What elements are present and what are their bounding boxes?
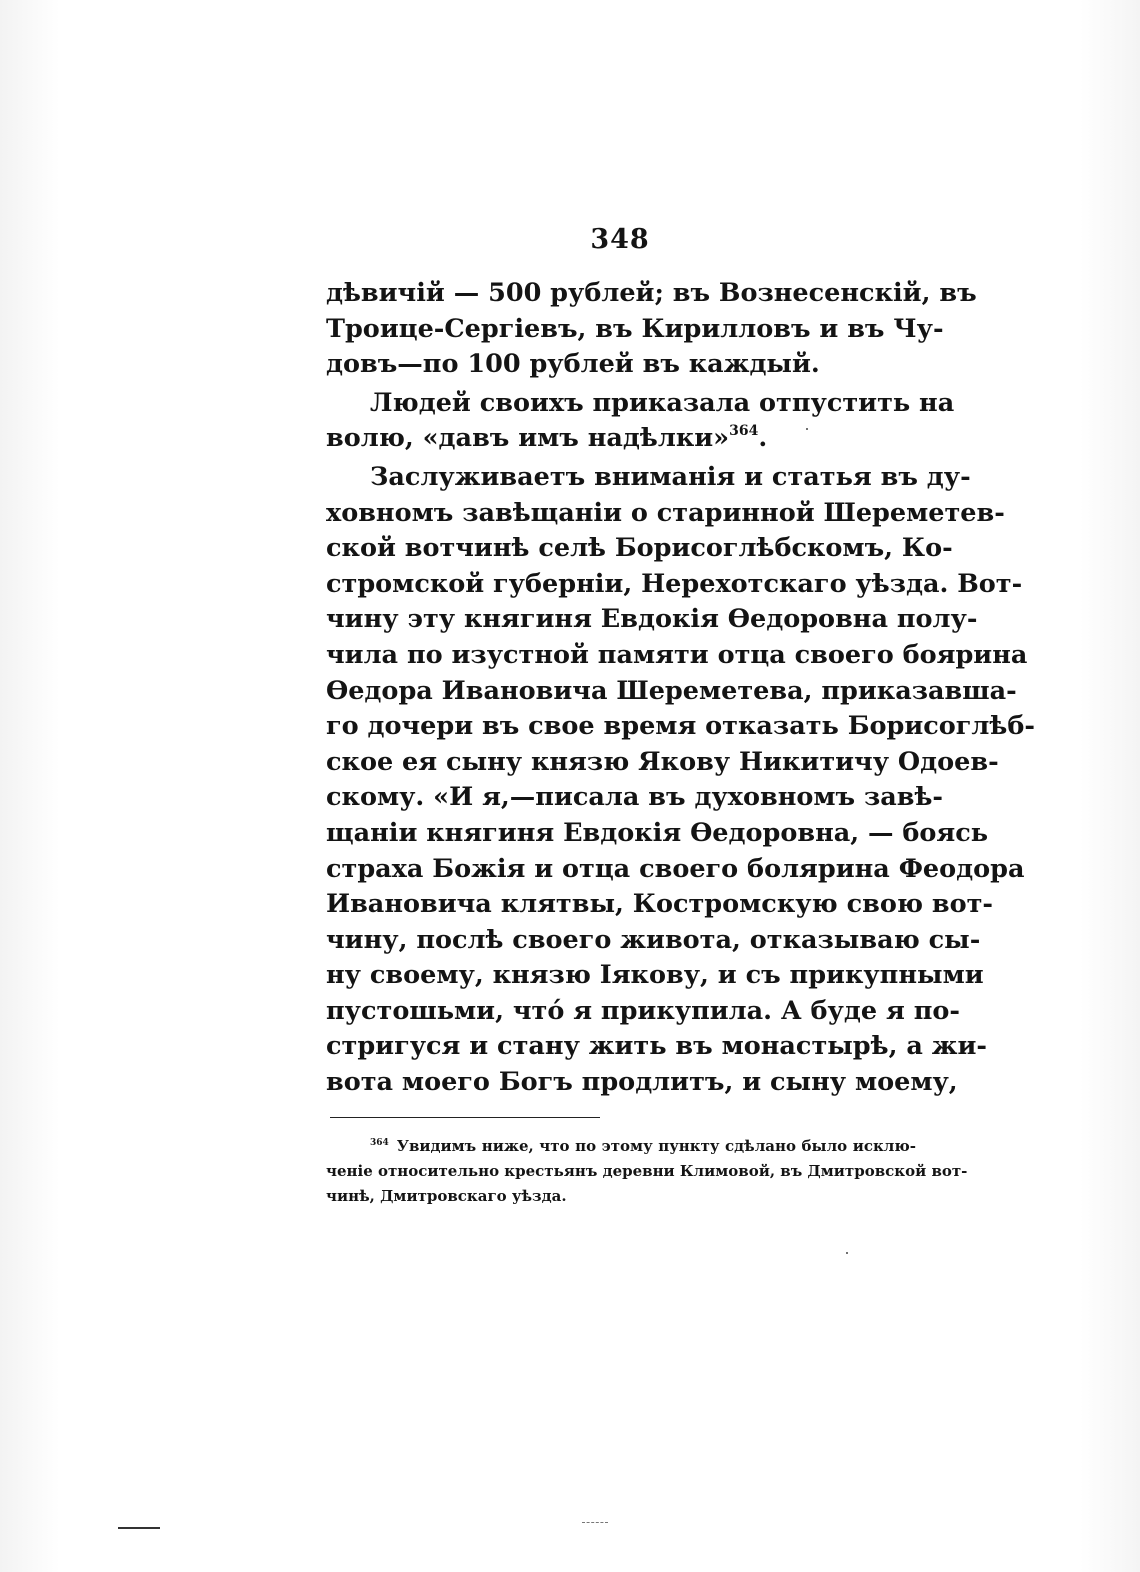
text-line-18: Ивановича клятвы, Костромскую свою вот-	[326, 889, 993, 920]
footnote-reference: 364	[729, 423, 759, 440]
text-line-21: пустошьми, что́ я прикупила. А буде я по-	[326, 995, 960, 1026]
scan-mark	[582, 1522, 608, 1524]
footnote-line-1-text: Увидимъ ниже, что по этому пункту сдѣлано было исклю-	[396, 1137, 916, 1155]
footnote	[326, 1134, 968, 1209]
text-line-2: Троице-Сергіевъ, въ Кирилловъ и въ Чу-	[326, 313, 944, 344]
text-line-19: чину, послѣ своего живота, отказываю сы-	[326, 924, 981, 955]
text-line-16: щаніи княгиня Евдокія Өедоровна, — боясь	[326, 817, 989, 848]
text-line-5	[326, 421, 916, 457]
text-line-17: страха Божія и отца своего болярина Феодора	[326, 853, 1025, 884]
text-line-23: вота моего Богъ продлитъ, и сыну моему,	[326, 1067, 958, 1098]
footnote-line-2: ченіе относительно крестьянъ деревни Климовой, въ Дмитровской вот-	[326, 1162, 968, 1180]
text-line-4: Людей своихъ приказала отпустить на	[370, 387, 955, 418]
text-line-6: Заслуживаетъ вниманія и статья въ ду-	[370, 461, 971, 492]
text-line-11: чила по изустной памяти отца своего боярина	[326, 639, 1028, 670]
scan-speck	[806, 428, 808, 430]
scan-mark	[118, 1527, 160, 1529]
text-line-22: стригуся и стану жить въ монастырѣ, а жи-	[326, 1031, 987, 1062]
text-line-12: Өедора Ивановича Шереметева, приказавша-	[326, 675, 1017, 706]
text-line-8: ской вотчинѣ селѣ Борисоглѣбскомъ, Ко-	[326, 533, 953, 564]
text-line-15: скому. «И я,—писала въ духовномъ завѣ-	[326, 782, 944, 813]
text-line-10: чину эту княгиня Евдокія Өедоровна полу-	[326, 604, 978, 635]
footnote-number: 364	[370, 1138, 389, 1148]
text-line-9: стромской губерніи, Нерехотскаго уѣзда. Вот-	[326, 568, 1023, 599]
footnote-separator	[330, 1117, 600, 1118]
text-line-5-body: волю, «давъ имъ надѣлки»	[326, 423, 730, 454]
page-number: 348	[590, 224, 650, 255]
main-text	[326, 276, 1035, 1101]
footnote-line-1	[326, 1134, 916, 1159]
text-line-14: ское ея сыну князю Якову Никитичу Одоев-	[326, 746, 999, 777]
footnote-line-3: чинѣ, Дмитровскаго уѣзда.	[326, 1187, 567, 1205]
text-line-5-tail: .	[758, 423, 768, 454]
scan-speck	[846, 1252, 848, 1254]
text-line-3: довъ—по 100 рублей въ каждый.	[326, 349, 820, 380]
text-line-20: ну своему, князю Іякову, и съ прикупными	[326, 960, 984, 991]
text-line-13: го дочери въ свое время отказать Борисоглѣб-	[326, 711, 1035, 742]
text-line-7: ховномъ завѣщаніи о старинной Шереметев-	[326, 497, 1005, 528]
text-line-1: дѣвичій — 500 рублей; въ Вознесенскій, въ	[326, 278, 977, 308]
